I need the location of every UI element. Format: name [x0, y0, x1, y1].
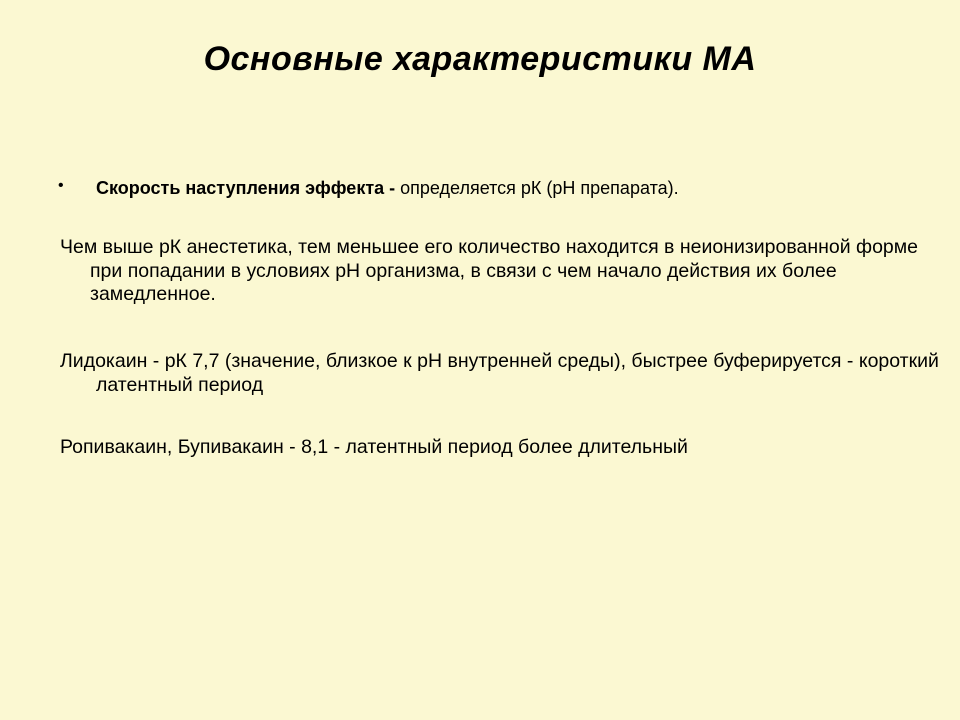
paragraph-lidocaine: Лидокаин - рК 7,7 (значение, близкое к рН внутренней среды), быстрее буферируется - короткий латентный период — [60, 350, 939, 396]
paragraph-pk-explanation: Чем выше рК анестетика, тем меньшее его количество находится в неионизированной форме при попадании в условиях рН организма, в связи с чем начало действия их более замедленное. — [60, 236, 919, 305]
slide-title: Основные характеристики МА — [203, 40, 757, 78]
paragraph-ropivacaine: Ропивакаин, Бупивакаин - 8,1 - латентный период более длительный — [60, 436, 688, 458]
bullet-plain-text: определяется рК (рН препарата). — [395, 178, 679, 198]
bullet-bold-text: Скорость наступления эффекта - — [96, 178, 396, 198]
bullet-marker: • — [58, 177, 64, 194]
bullet-text — [96, 175, 679, 201]
